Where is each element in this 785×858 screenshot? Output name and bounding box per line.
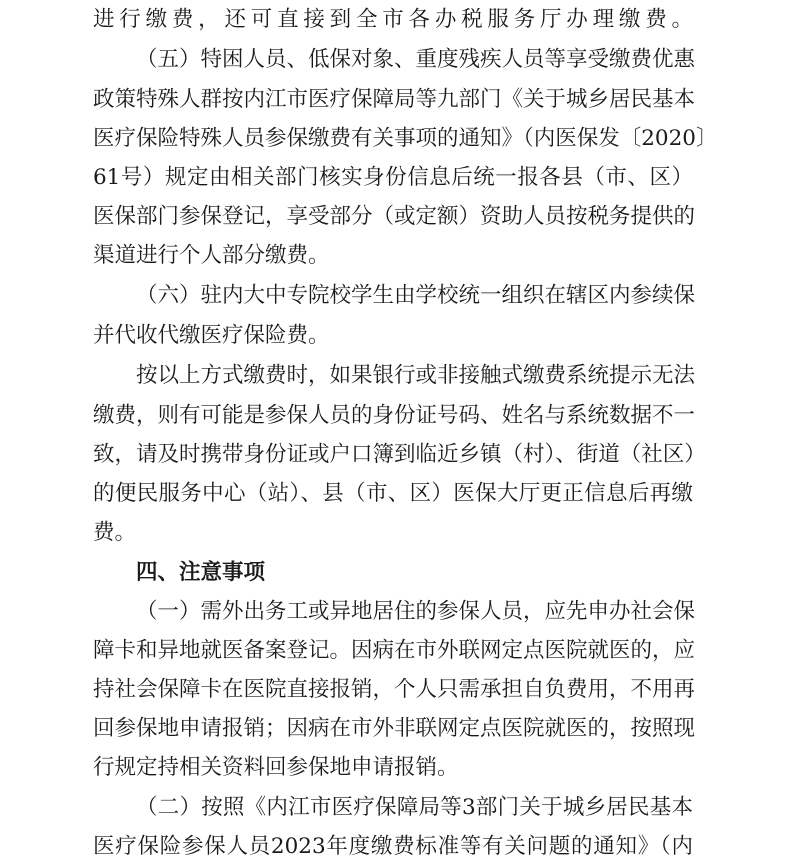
paragraph-payment-first-line: 按以上方式缴费时，如果银行或非接触式缴费系统提示无法 xyxy=(136,363,696,388)
text-line: 持社会保障卡在医院直接报销，个人只需承担自负费用，不用再 xyxy=(93,677,696,702)
text-line: 的便民服务中心（站）、县（市、区）医保大厅更正信息后再缴 xyxy=(93,481,693,506)
text-line: 回参保地申请报销；因病在市外非联网定点医院就医的，按照现 xyxy=(93,716,696,741)
paragraph-6-first-line: （六）驻内大中专院校学生由学校统一组织在辖区内参续保 xyxy=(136,283,696,308)
text-line: 61号）规定由相关部门核实身份信息后统一报各县（市、区） xyxy=(93,165,693,190)
text-line: 渠道进行个人部分缴费。 xyxy=(93,243,330,268)
text-line: 并代收代缴医疗保险费。 xyxy=(93,323,330,348)
paragraph-2-first-line: （二）按照《内江市医疗保障局等3部门关于城乡居民基本 xyxy=(136,795,693,820)
text-line: 费。 xyxy=(93,520,137,545)
section-heading: 四、注意事项 xyxy=(136,560,266,585)
paragraph-5-first-line: （五）特困人员、低保对象、重度残疾人员等享受缴费优惠 xyxy=(136,47,696,72)
text-line: 进行缴费，还可直接到全市各办税服务厅办理缴费。 xyxy=(93,7,693,32)
text-line: 医疗保险参保人员2023年度缴费标准等有关问题的通知》（内 xyxy=(93,834,693,858)
text-line: 行规定持相关资料回参保地申请报销。 xyxy=(93,755,459,780)
text-line: 医疗保险特殊人员参保缴费有关事项的通知》（内医保发〔2020〕 xyxy=(93,126,718,151)
text-line: 障卡和异地就医备案登记。因病在市外联网定点医院就医的，应 xyxy=(93,638,696,663)
text-line: 致，请及时携带身份证或户口簿到临近乡镇（村）、街道（社区） xyxy=(93,442,706,467)
paragraph-1-first-line: （一）需外出务工或异地居住的参保人员，应先申办社会保 xyxy=(136,599,696,624)
text-line: 政策特殊人群按内江市医疗保障局等九部门《关于城乡居民基本 xyxy=(93,87,696,112)
text-line: 缴费，则有可能是参保人员的身份证号码、姓名与系统数据不一 xyxy=(93,403,696,428)
text-line: 医保部门参保登记，享受部分（或定额）资助人员按税务提供的 xyxy=(93,204,696,229)
